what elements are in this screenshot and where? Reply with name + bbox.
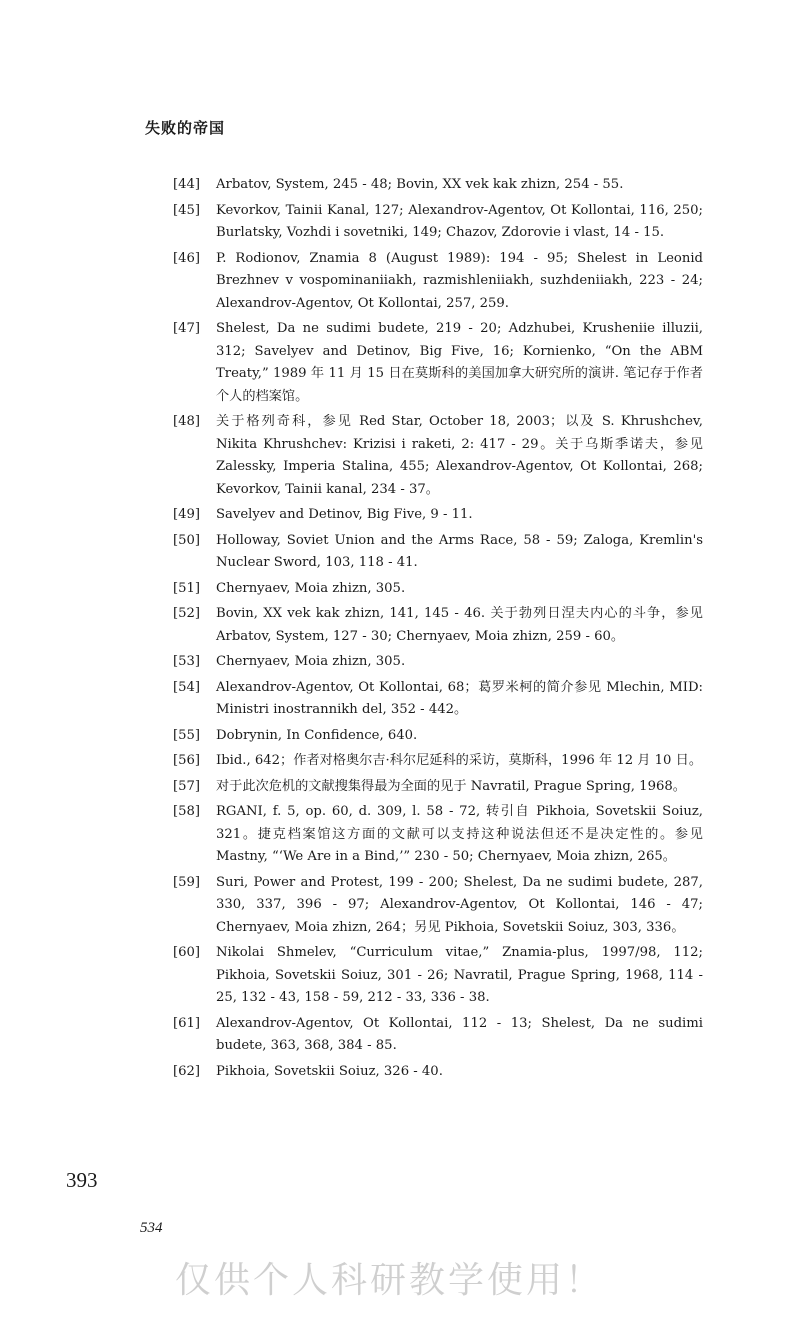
note-number: [61] xyxy=(173,1015,201,1031)
note-text: Alexandrov-Agentov, Ot Kollontai, 112 - 13; Shelest, Da ne sudimi budete, 363, 368, 384 - 85. xyxy=(216,1015,703,1053)
note-text: Nikolai Shmelev, “Curriculum vitae,” Znamia-plus, 1997/98, 112; Pikhoia, Sovetskii Soiuz, 301 - 26; Navratil, Prague Spring, 1968, 114 - 25, 132 - 43, 158 - 59, 212 - 33, 336 - 38. xyxy=(216,945,703,1005)
note-text: Shelest, Da ne sudimi budete, 219 - 20; Adzhubei, Krusheniie illuzii, 312; Savelyev and Detinov, Big Five, 16; Kornienko, “On the ABM Treaty,” 1989 年 11 月 15 日在莫斯科的美国加拿大研究所的演讲. 笔记存于作者个人的档案馆。 xyxy=(216,321,703,404)
note-54 xyxy=(173,677,703,722)
note-number: [47] xyxy=(173,321,201,336)
note-text: Bovin, XX vek kak zhizn, 141, 145 - 46. 关于勃列日涅夫内心的斗争，参见 Arbatov, System, 127 - 30; Chernyaev, Moia zhizn, 259 - 60。 xyxy=(216,606,703,644)
note-number: [58] xyxy=(173,804,201,819)
note-text: 对于此次危机的文献搜集得最为全面的见于 Navratil, Prague Spring, 1968。 xyxy=(216,778,686,794)
note-text: Pikhoia, Sovetskii Soiuz, 326 - 40. xyxy=(216,1063,443,1079)
note-text: Alexandrov-Agentov, Ot Kollontai, 68；葛罗米柯的简介参见 Mlechin, MID: Ministri inostrannikh del, 352 - 442。 xyxy=(216,679,703,717)
note-number: [49] xyxy=(173,507,201,522)
note-45 xyxy=(173,200,703,245)
original-page-number: 393 xyxy=(66,1168,98,1192)
note-58 xyxy=(173,801,703,869)
note-number: [59] xyxy=(173,874,201,890)
note-56 xyxy=(173,750,703,773)
note-47 xyxy=(173,318,703,408)
note-52 xyxy=(173,603,703,648)
note-text: Kevorkov, Tainii Kanal, 127; Alexandrov-Agentov, Ot Kollontai, 116, 250; Burlatsky, Vozhdi i sovetniki, 149; Chazov, Zdorovie i vlast, 14 - 15. xyxy=(216,202,703,240)
note-text: Savelyev and Detinov, Big Five, 9 - 11. xyxy=(216,507,473,522)
note-number: [56] xyxy=(173,753,201,768)
note-text: Dobrynin, In Confidence, 640. xyxy=(216,727,418,743)
note-61 xyxy=(173,1013,703,1058)
endnotes-list xyxy=(173,174,703,1086)
note-text: Arbatov, System, 245 - 48; Bovin, XX vek kak zhizn, 254 - 55. xyxy=(216,177,624,192)
note-number: [62] xyxy=(173,1063,201,1079)
note-60 xyxy=(173,942,703,1010)
note-number: [50] xyxy=(173,532,201,548)
note-number: [53] xyxy=(173,654,201,669)
note-number: [52] xyxy=(173,606,201,621)
watermark: 仅供个人科研教学使用！ xyxy=(175,1260,605,1301)
note-number: [55] xyxy=(173,727,201,743)
note-number: [51] xyxy=(173,580,201,596)
note-44 xyxy=(173,174,703,197)
note-text: RGANI, f. 5, op. 60, d. 309, l. 58 - 72, 转引自 Pikhoia, Sovetskii Soiuz, 321。捷克档案馆这方面的文献可以支持这种说法但还不是决定性的。参见 Mastny, “‘We Are in a Bind,’” 230 - 50; Chernyaev, Moia zhizn, 265。 xyxy=(216,804,703,864)
note-text: Holloway, Soviet Union and the Arms Race, 58 - 59; Zaloga, Kremlin's Nuclear Sword, 103, 118 - 41. xyxy=(216,532,703,570)
note-46 xyxy=(173,248,703,316)
note-51 xyxy=(173,578,703,601)
note-text: 关于格列奇科，参见 Red Star, October 18, 2003；以及 S. Khrushchev, Nikita Khrushchev: Krizisi i raketi, 2: 417 - 29。关于乌斯季诺夫，参见 Zalessky, Imperia Stalina, 455; Alexandrov-Agentov, Ot Kollontai, 268; Kevorkov, Tainii kanal, 234 - 37。 xyxy=(216,414,703,497)
page-number: 534 xyxy=(140,1220,163,1236)
note-number: [44] xyxy=(173,177,201,192)
note-50 xyxy=(173,530,703,575)
note-text: Suri, Power and Protest, 199 - 200; Shelest, Da ne sudimi budete, 287, 330, 337, 396 - 97; Alexandrov-Agentov, Ot Kollontai, 146 - 47; Chernyaev, Moia zhizn, 264；另见 Pikhoia, Sovetskii Soiuz, 303, 336。 xyxy=(216,874,703,935)
note-62 xyxy=(173,1061,703,1084)
running-header: 失败的帝国 xyxy=(145,119,226,137)
note-number: [45] xyxy=(173,202,201,218)
note-text: Chernyaev, Moia zhizn, 305. xyxy=(216,654,406,669)
note-number: [60] xyxy=(173,945,201,960)
note-number: [46] xyxy=(173,250,201,266)
note-text: Ibid., 642；作者对格奥尔吉·科尔尼延科的采访，莫斯科，1996 年 12 月 10 日。 xyxy=(216,753,703,768)
note-48 xyxy=(173,411,703,501)
note-text: Chernyaev, Moia zhizn, 305. xyxy=(216,580,406,596)
note-53 xyxy=(173,651,703,674)
note-number: [57] xyxy=(173,778,201,794)
note-49 xyxy=(173,504,703,527)
note-57 xyxy=(173,776,703,799)
note-number: [48] xyxy=(173,414,201,429)
note-55 xyxy=(173,725,703,748)
note-59 xyxy=(173,872,703,940)
note-number: [54] xyxy=(173,679,201,695)
note-text: P. Rodionov, Znamia 8 (August 1989): 194 - 95; Shelest in Leonid Brezhnev v vospominaniiakh, razmishleniiakh, suzhdeniiakh, 223 - 24; Alexandrov-Agentov, Ot Kollontai, 257, 259. xyxy=(216,250,703,311)
